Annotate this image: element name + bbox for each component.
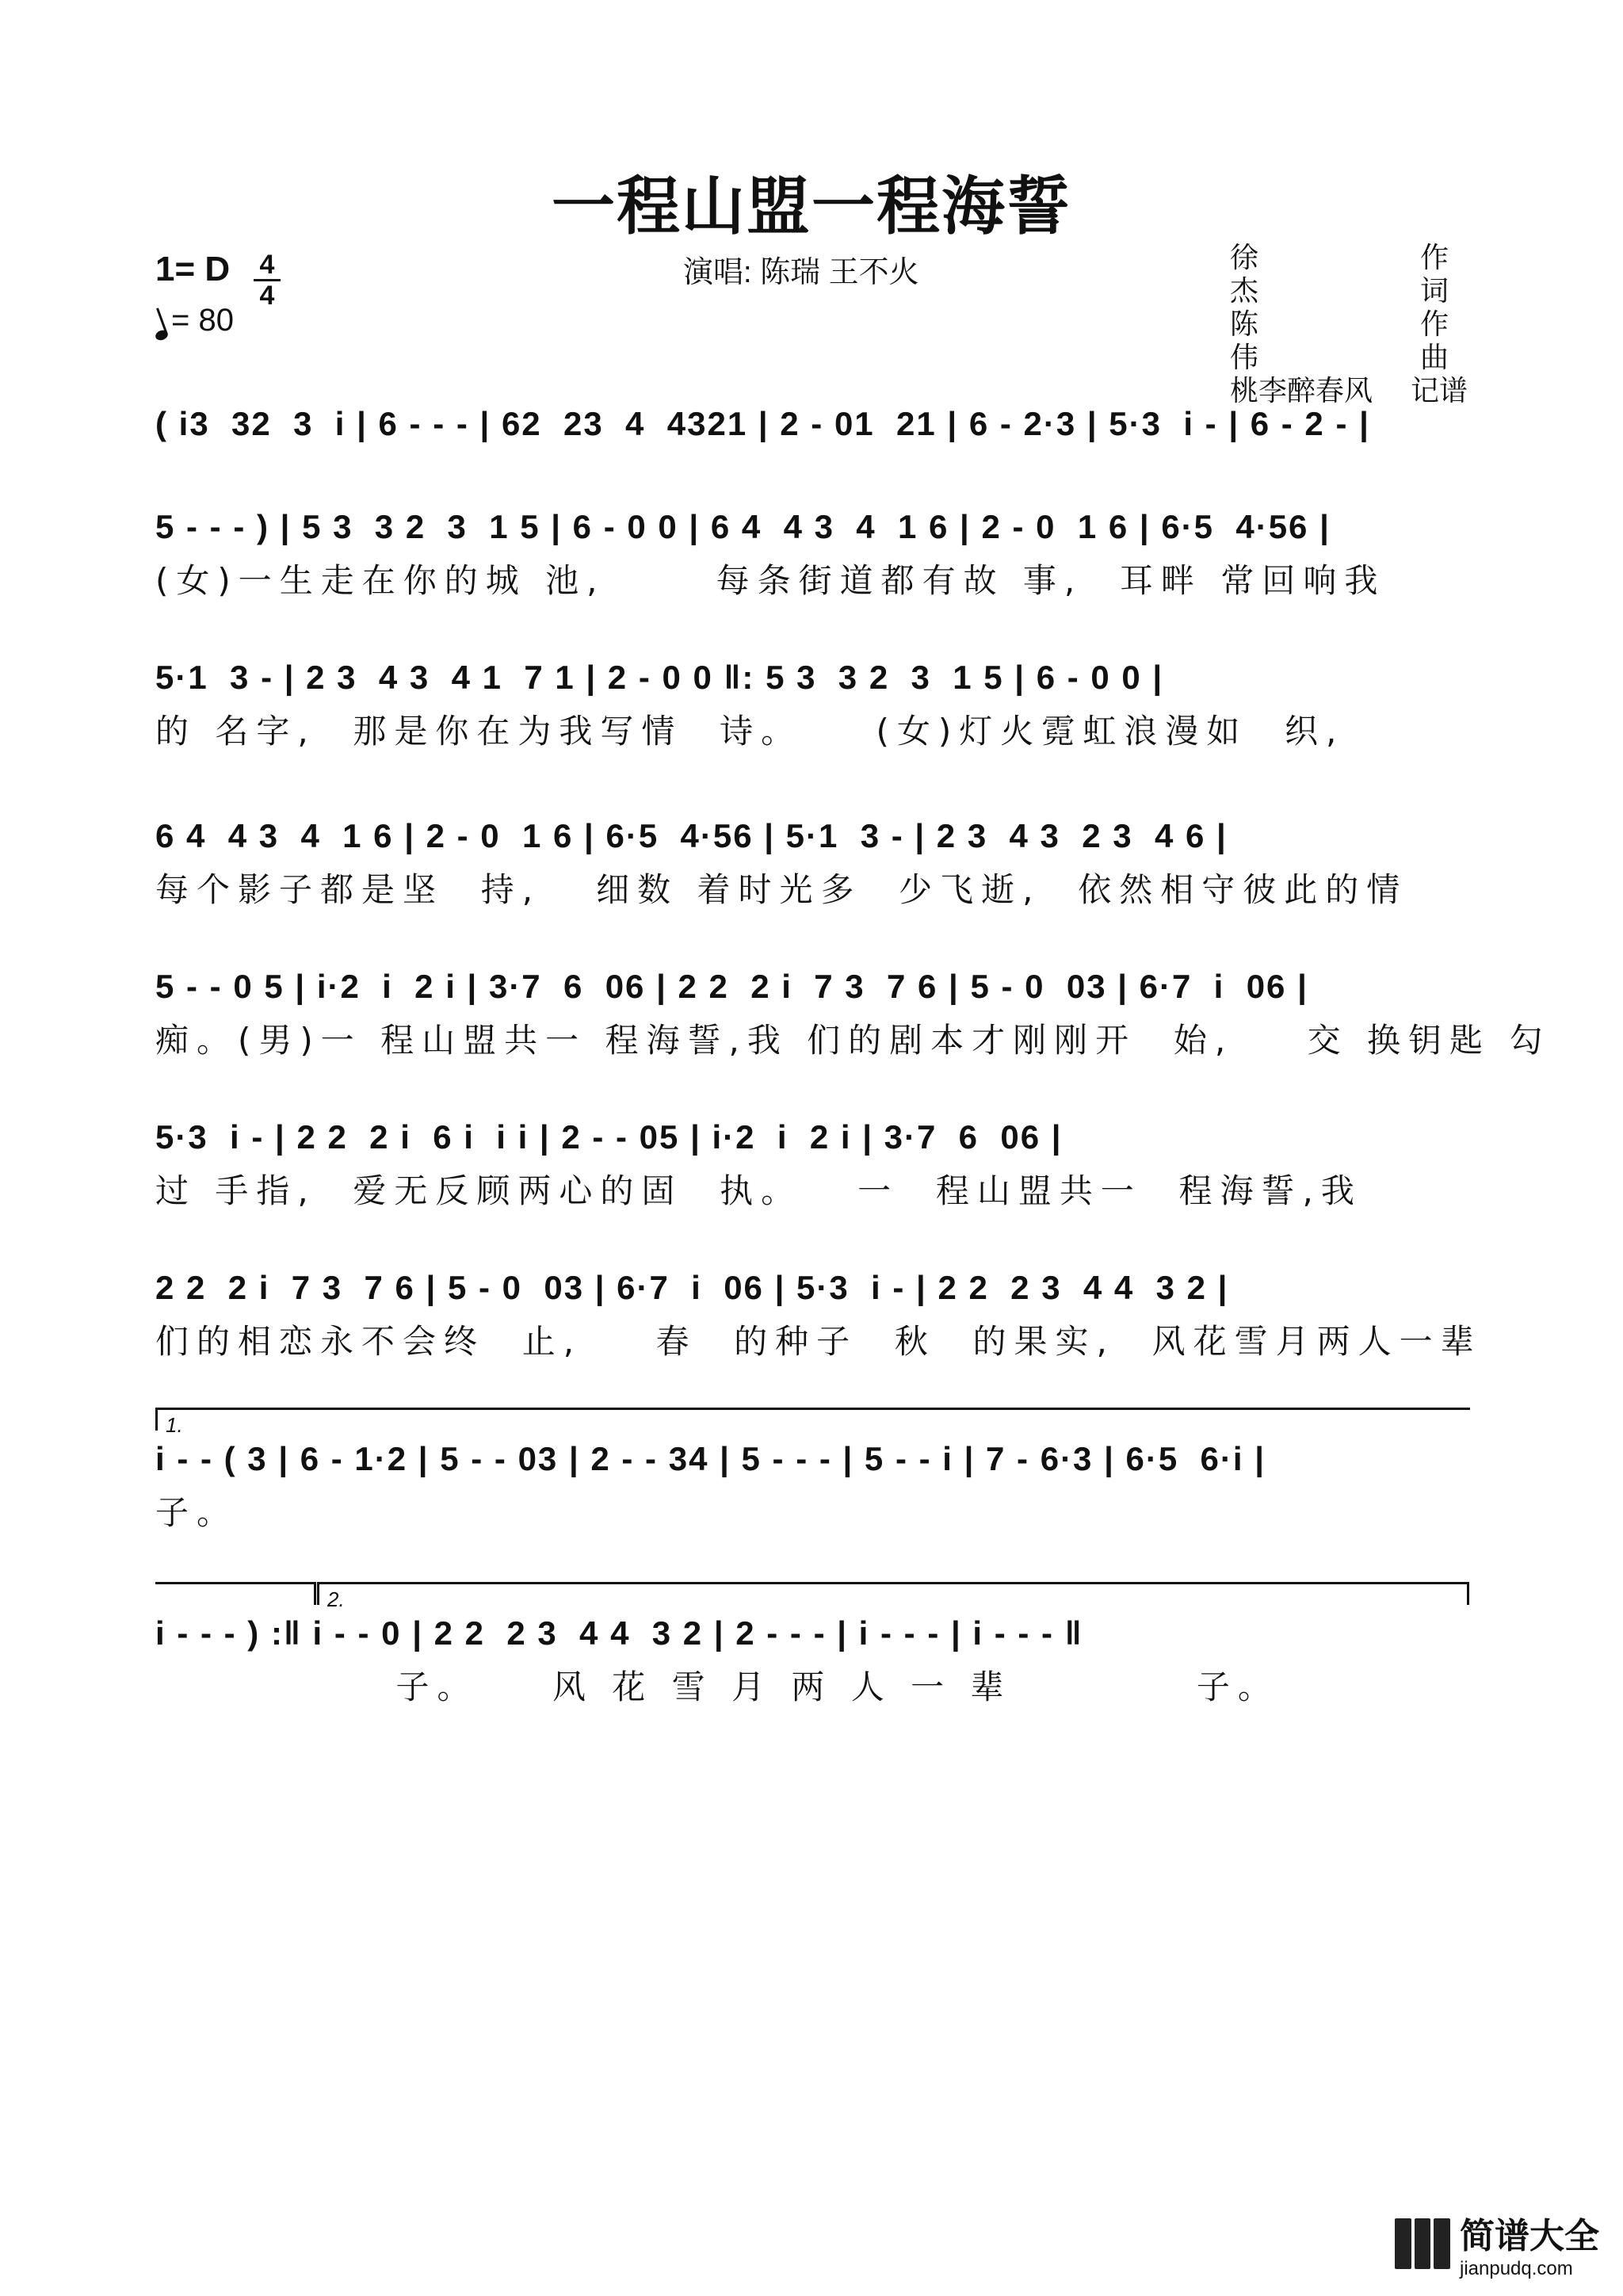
singers: 演唱: 陈瑞 王不火: [683, 256, 919, 289]
notation: i - - - ) :‖ i - - 0 | 2 2 2 3 4 4 3 2 | 2 - - - | i - - - | i - - - ‖: [155, 1614, 1083, 1652]
lyrics: 的 名字, 那是你在为我写情 诗。 (女)灯火霓虹浪漫如 织,: [155, 712, 1345, 751]
site-watermark: [1395, 2207, 1599, 2280]
watermark-url: jianpudq.com: [1460, 2258, 1573, 2279]
first-ending-label: 1.: [166, 1413, 183, 1437]
credit-name: 徐杰: [1230, 241, 1345, 307]
notation: 2 2 2 i 7 3 7 6 | 5 - 0 03 | 6·7 i 06 | 5·3 i - | 2 2 2 3 4 4 3 2 |: [155, 1269, 1229, 1306]
first-ending-bracket-end: [155, 1582, 316, 1605]
watermark-name: 简谱大全: [1460, 2217, 1599, 2256]
credit-composer: [1230, 308, 1468, 374]
piano-keys-icon: [1395, 2218, 1450, 2269]
lyrics: 子。 风 花 雪 月 两 人 一 辈 子。: [155, 1668, 1279, 1706]
notation: 5·1 3 - | 2 3 4 3 4 1 7 1 | 2 - 0 0 ‖: 5 3 3 2 3 1 5 | 6 - 0 0 |: [155, 659, 1164, 696]
first-ending-bracket: [155, 1408, 1470, 1437]
credit-name: 陈伟: [1230, 308, 1345, 373]
credit-name: 桃李醉春风: [1230, 374, 1373, 407]
lyrics: 每个影子都是坚 持, 细数 着时光多 少飞逝, 依然相守彼此的情: [155, 870, 1408, 909]
notation: 5 - - - ) | 5 3 3 2 3 1 5 | 6 - 0 0 | 6 4 4 3 4 1 6 | 2 - 0 1 6 | 6·5 4·56 |: [155, 508, 1331, 545]
key-signature: 1= D: [155, 250, 231, 288]
credit-lyricist: [1230, 241, 1468, 308]
notation: 5 - - 0 5 | i·2 i 2 i | 3·7 6 06 | 2 2 2 i 7 3 7 6 | 5 - 0 03 | 6·7 i 06 |: [155, 968, 1308, 1005]
credit-role: 记谱: [1410, 374, 1468, 407]
tempo-value: = 80: [171, 303, 234, 338]
tempo-marking: [155, 303, 234, 338]
second-ending-bracket: [317, 1582, 1469, 1611]
notation: 5·3 i - | 2 2 2 i 6 i i i | 2 - - 05 | i·2 i 2 i | 3·7 6 06 |: [155, 1118, 1063, 1156]
lyrics: 子。: [155, 1493, 239, 1532]
credits: [1230, 241, 1468, 407]
credit-role: 作词: [1420, 241, 1449, 307]
notation: ( i3 32 3 i | 6 - - - | 62 23 4 4321 | 2 - 01 21 | 6 - 2·3 | 5·3 i - | 6 - 2 - |: [155, 405, 1370, 442]
quarter-note-icon: [154, 329, 169, 342]
lyrics: 过 手指, 爱无反顾两心的固 执。 一 程山盟共一 程海誓,我: [155, 1171, 1362, 1210]
time-signature: [254, 250, 281, 311]
lyrics: 痴。(男)一 程山盟共一 程海誓,我 们的剧本才刚刚开 始, 交 换钥匙 勾: [155, 1021, 1551, 1060]
notation: 6 4 4 3 4 1 6 | 2 - 0 1 6 | 6·5 4·56 | 5·1 3 - | 2 3 4 3 2 3 4 6 |: [155, 817, 1228, 854]
notation: i - - ( 3 | 6 - 1·2 | 5 - - 03 | 2 - - 34 | 5 - - - | 5 - - i | 7 - 6·3 | 6·5 6·i |: [155, 1440, 1266, 1477]
credit-role: 作曲: [1420, 308, 1449, 373]
time-signature-top: 4: [259, 250, 275, 280]
song-title: 一程山盟一程海誓: [552, 169, 1071, 243]
lyrics: 们的相恋永不会终 止, 春 的种子 秋 的果实, 风花雪月两人一辈: [155, 1322, 1482, 1361]
lyrics: (女)一生走在你的城 池, 每条街道都有故 事, 耳畔 常回响我: [155, 561, 1386, 600]
time-signature-bottom: 4: [259, 281, 275, 311]
second-ending-label: 2.: [327, 1587, 345, 1611]
